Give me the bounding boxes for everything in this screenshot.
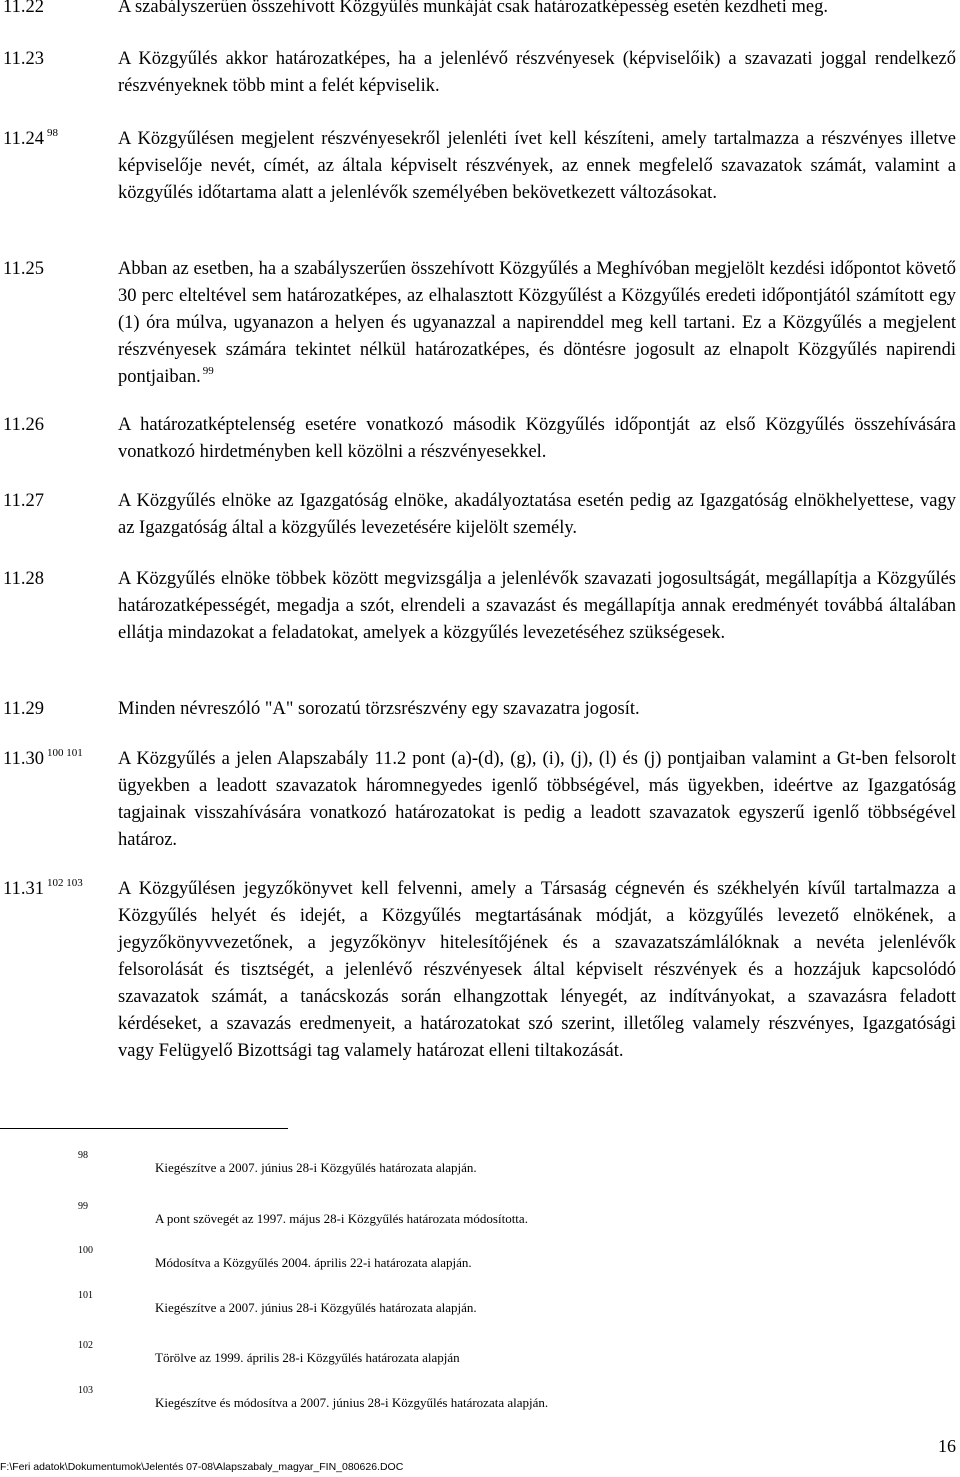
footnote-ref: 99: [202, 365, 214, 377]
clause-text: A Közgyűlésen megjelent részvényesekről jelenléti ívet kell készíteni, amely tartalmazza a részvényes illetve képviselője nevét, címét, az általa képviselt részvények, az ennek megfelelő szavazatok számát, valamint a közgyűlés időtartama alatt a jelenlévők személyében bekövetkezett változásokat.: [118, 129, 956, 203]
footnote-text: Törölve az 1999. április 28-i Közgyűlés határozata alapján: [155, 1350, 460, 1365]
clause-text: Abban az esetben, ha a szabályszerűen összehívott Közgyűlés a Meghívóban megjelölt kezdési időpontot követő 30 perc elteltével sem határozatképes, az elhalasztott Közgyűlést a Közgyűlés eredeti időpontjától számított egy (1) óra múlva, ugyanazon a helyen és ugyanazzal a napirenddel meg kell tartani. Ez a Közgyűlés a megjelent részvényesek számára tekintet nélkül határozatképes, és döntésre jogosult az elnapolt Közgyűlés napirendi pontjaiban. $^{99}$: [118, 259, 956, 387]
footer-file-path: F:\Feri adatok\Dokumentumok\Jelentés 07-08\Alapszabaly_magyar_FIN_080626.DOC: [0, 1461, 404, 1473]
clause-number: 11.28: [3, 569, 44, 589]
clause-text: A határozatképtelenség esetére vonatkozó második Közgyűlés időpontját az első Közgyűlés összehívására vonatkozó hirdetményben kell közölni a részvényesekkel.: [118, 415, 956, 462]
clause-text: A Közgyűlésen jegyzőkönyvet kell felvenni, amely a Társaság cégnevén és székhelyén kívűl tartalmazza a Közgyűlés helyét és idejét, a Közgyűlés megtartásának módját, a közgyűlés levezető elnökének, a jegyzőkönyvvezetőnek, a jegyzőkönyv hitelesítőjének és a szavazatszámlálóknak a nevéta jelenlévők felsorolását és tisztségét, a jelenlévő részvényesek által képviselt részvények és a hozzájuk kapcsolódó szavazatok számát, a tanácskozás során elhangzottak lényegét, az indítványokat, a szavazásra feladott kérdéseket, a szavazás eredmenyeit, a határozatokat szó szerint, illetőleg valamely részvényes, Igazgatósági vagy Felügyelő Bizottsági tag valamely határozat elleni tiltakozását.: [118, 879, 956, 1061]
clause-text: A Közgyűlés elnöke az Igazgatóság elnöke, akadályoztatása esetén pedig az Igazgatóság elnökhelyettese, vagy az Igazgatóság által a közgyűlés levezetésére kijelölt személy.: [118, 491, 956, 538]
clause-number: 11.25: [3, 259, 44, 279]
clause-number: 11.27: [3, 491, 44, 511]
footnote-number: 99: [78, 1201, 88, 1212]
clause-text: A Közgyűlés a jelen Alapszabály 11.2 pont (a)-(d), (g), (i), (j), (l) és (j) pontjaiban valamint a Gt-ben felsorolt ügyekben a leadott szavazatok háromnegyedes igenlő többségével, más ügyekben, ideértve az Igazgatóság tagjainak visszahívására vonatkozó határozatokat is pedig a leadott szavazatok egyszerű igenlő többségével határoz.: [118, 749, 956, 850]
footnote-number: 101: [78, 1290, 93, 1301]
clause-number: 11.29: [3, 699, 44, 719]
footnote-number: 98: [78, 1150, 88, 1161]
footnote-text: Kiegészítve a 2007. június 28-i Közgyűlés határozata alapján.: [155, 1160, 477, 1175]
page-number: 16: [938, 1436, 956, 1456]
clause-number: 11.23: [3, 49, 44, 69]
footnote-number: 102: [78, 1340, 93, 1351]
clause-number: 11.26: [3, 415, 44, 435]
footnote-number: 100: [78, 1245, 93, 1256]
footnote-text: Kiegészítve a 2007. június 28-i Közgyűlés határozata alapján.: [155, 1300, 477, 1315]
clause-text: A Közgyűlés elnöke többek között megvizsgálja a jelenlévők szavazati jogosultságát, megállapítja a Közgyűlés határozatképességét, megadja a szót, elrendeli a szavazást és megállapítja annak eredményét továbbá általában ellátja mindazokat a feladatokat, amelyek a közgyűlés levezetéséhez szükségesek.: [118, 569, 956, 643]
footnote-text: Módosítva a Közgyűlés 2004. április 22-i határozata alapján.: [155, 1255, 472, 1270]
footnote-ref: 102 103: [46, 877, 83, 889]
clause-number: 11.24 $^{98}$: [3, 127, 58, 149]
clause-text: A szabályszerűen összehívott Közgyűlés munkáját csak határozatképesség esetén kezdheti meg.: [118, 0, 828, 17]
clause-text: A Közgyűlés akkor határozatképes, ha a jelenlévő részvényesek (képviselőik) a szavazati joggal rendelkező részvényeknek több mint a felét képviselik.: [118, 49, 956, 96]
footnote-separator: [0, 1128, 288, 1129]
clause-text: Minden névreszóló "A" sorozatú törzsrészvény egy szavazatra jogosít.: [118, 699, 640, 719]
footnote-ref: 100 101: [46, 747, 83, 759]
footnote-text: Kiegészítve és módosítva a 2007. június 28-i Közgyűlés határozata alapján.: [155, 1395, 549, 1410]
clause-number: 11.31 $^{102 103}$: [3, 877, 83, 899]
footnote-text: A pont szövegét az 1997. május 28-i Közgyűlés határozata módosította.: [155, 1211, 528, 1226]
clause-number: 11.30 $^{100 101}$: [3, 747, 83, 769]
footnote-ref: 98: [46, 127, 58, 139]
clause-number: 11.22: [3, 0, 44, 17]
footnote-number: 103: [78, 1385, 93, 1396]
